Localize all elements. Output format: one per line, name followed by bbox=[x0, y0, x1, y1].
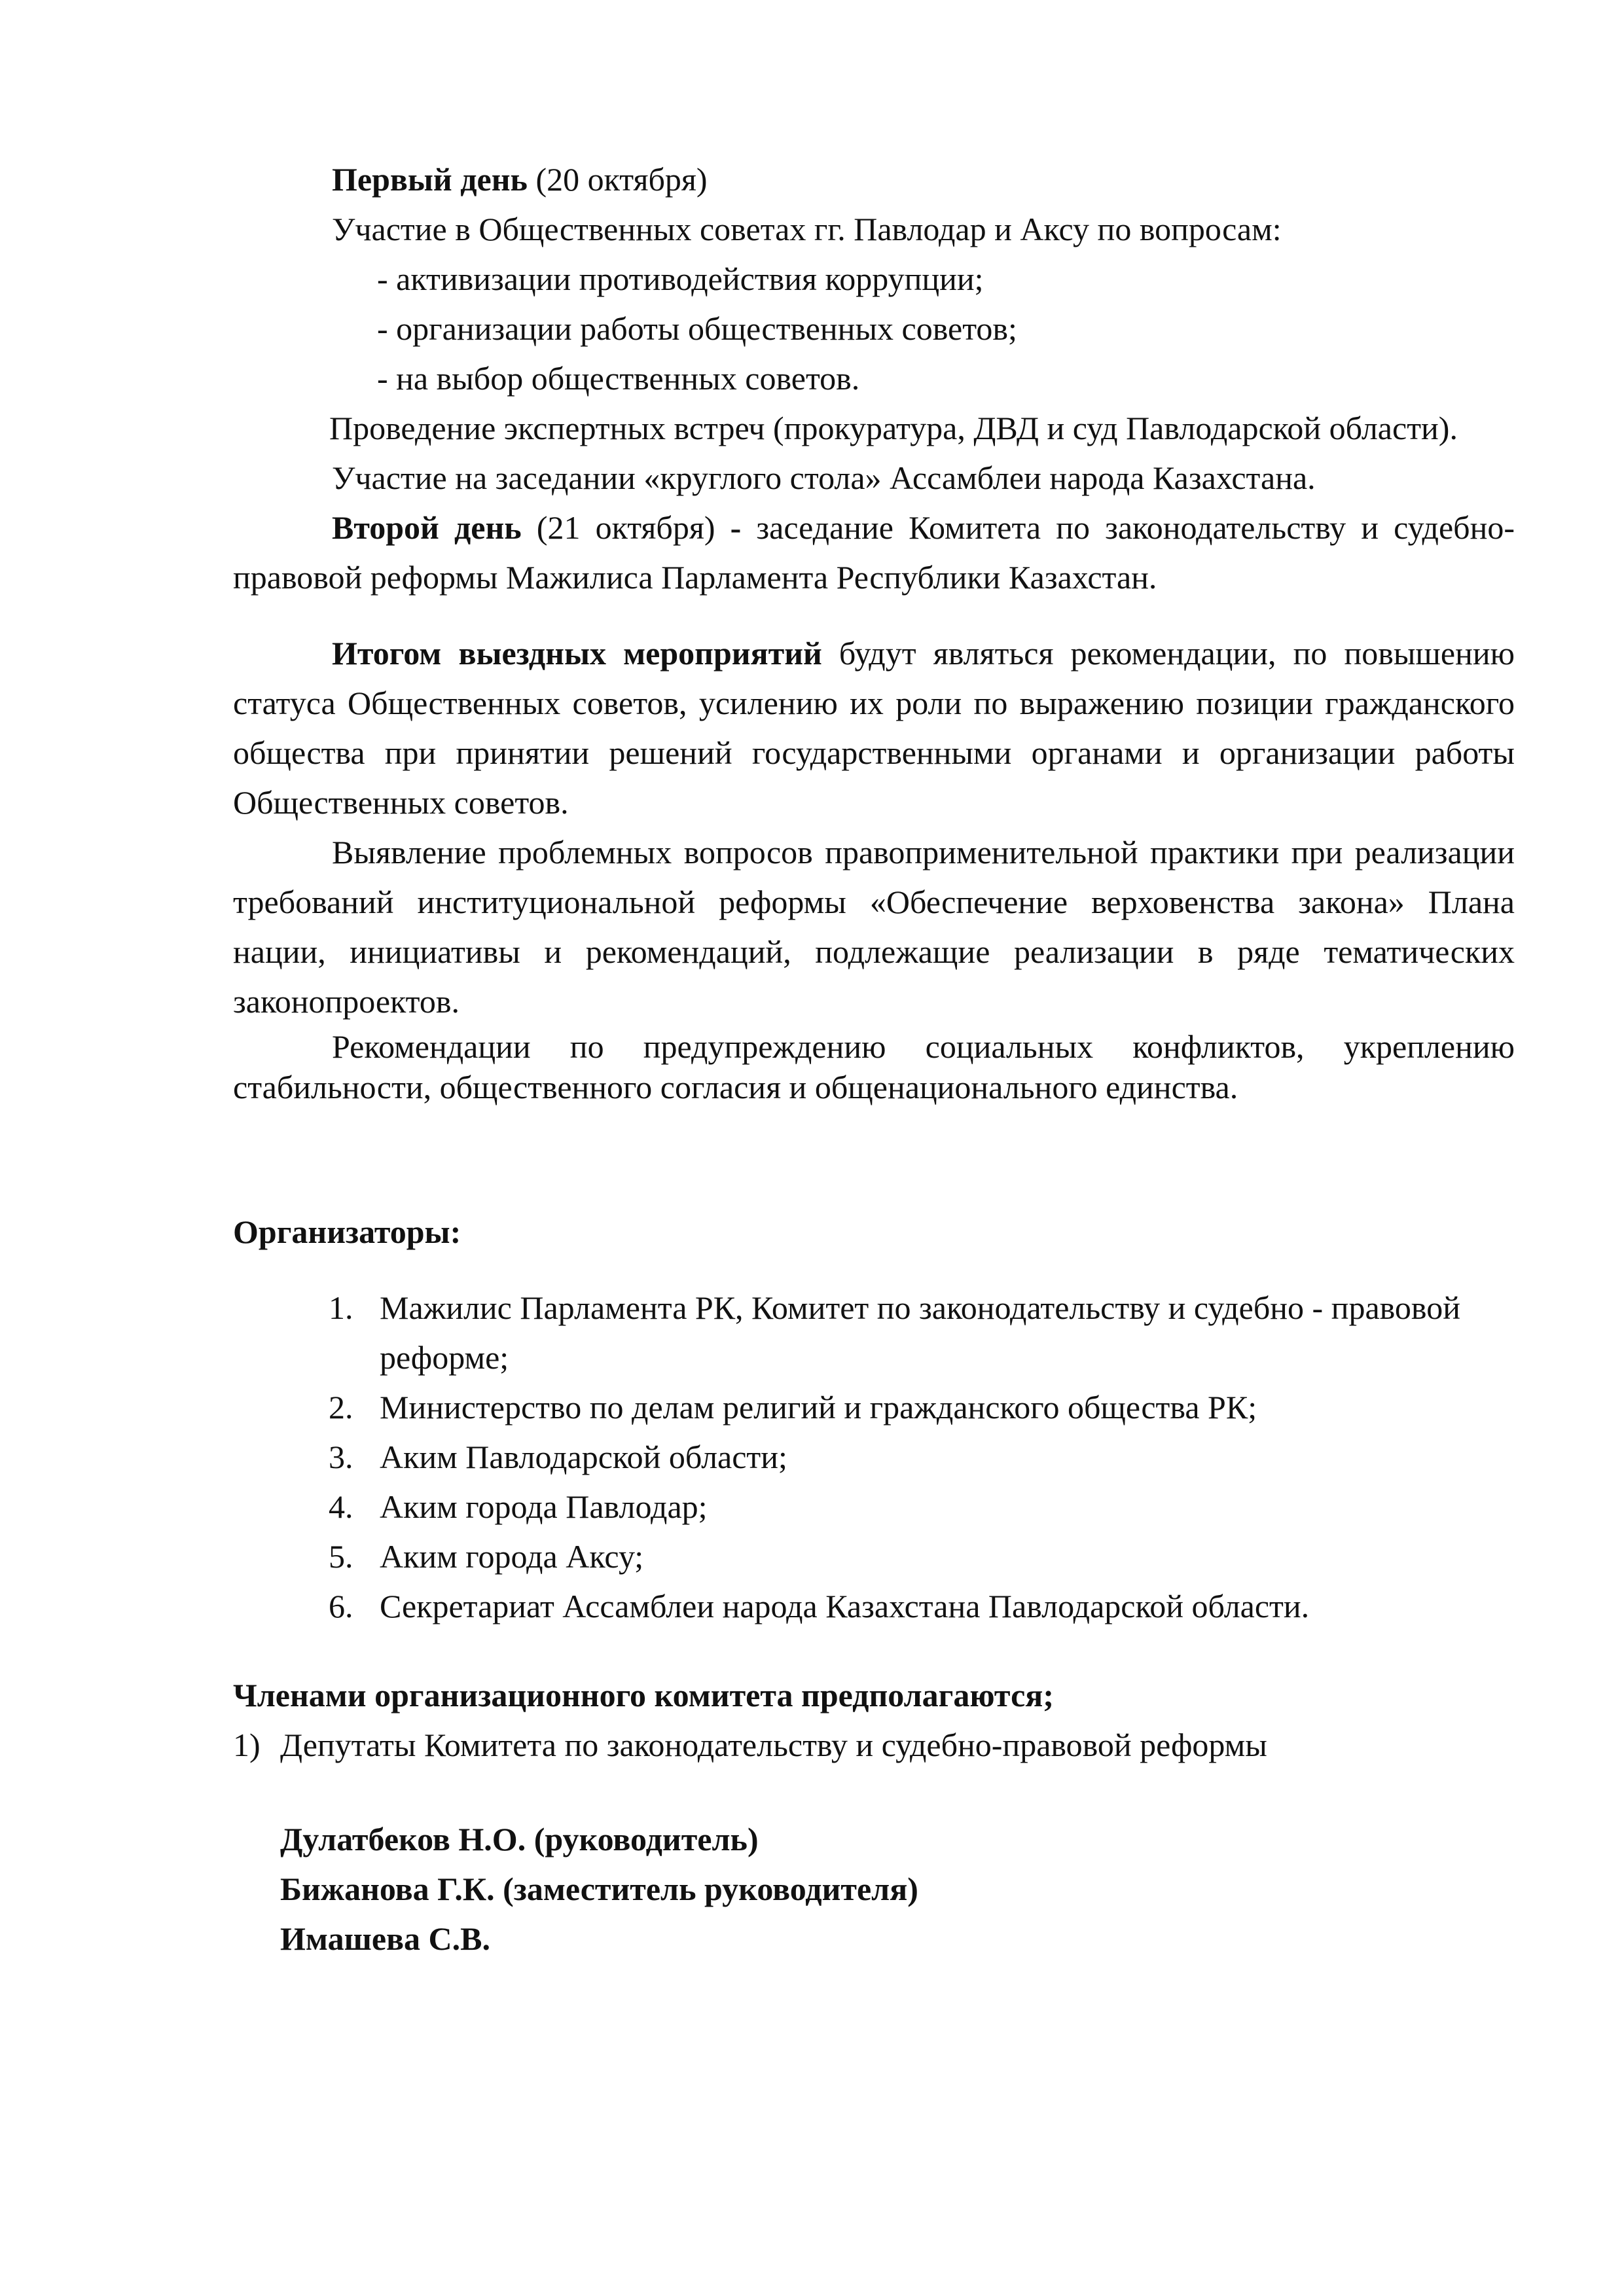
results-paragraph-2: Выявление проблемных вопросов правоприменительной практики при реализации требований институциональной реформы «Обеспечение верховенства закона» Плана нации, инициативы и рекомендаций, подлежащие реализации в ряде тематических законопроектов. bbox=[233, 834, 1515, 1020]
round-table: Участие на заседании «круглого стола» Ассамблеи народа Казахстана. bbox=[332, 459, 1316, 496]
member-1: Дулатбеков Н.О. (руководитель) bbox=[280, 1821, 759, 1857]
list-item-number: 2. bbox=[329, 1389, 353, 1426]
list-item bbox=[233, 1283, 1515, 1382]
list-item bbox=[233, 1482, 1515, 1532]
spacer bbox=[233, 602, 1515, 628]
spacer bbox=[233, 1107, 1515, 1207]
list-item-text: Аким города Павлодар; bbox=[380, 1488, 708, 1525]
day1-date: (20 октября) bbox=[527, 161, 708, 198]
day2-date: (21 октября) bbox=[521, 509, 731, 546]
day2-paragraph bbox=[233, 503, 1515, 602]
list-item-number: 4. bbox=[329, 1488, 353, 1525]
member-3: Имашева С.В. bbox=[280, 1920, 490, 1957]
day1-line bbox=[233, 154, 1515, 204]
organizers-list bbox=[233, 1283, 1515, 1631]
list-item bbox=[233, 1532, 1515, 1581]
list-item-number: 1. bbox=[329, 1289, 353, 1326]
list-item-text: Министерство по делам религий и гражданского общества РК; bbox=[380, 1389, 1257, 1426]
day1-intro: Участие в Общественных советах гг. Павлодар и Аксу по вопросам: bbox=[332, 211, 1282, 247]
day2-dash: - bbox=[730, 509, 742, 546]
organizers-heading: Организаторы: bbox=[233, 1213, 461, 1250]
day1-item-3: - на выбор общественных советов. bbox=[377, 360, 860, 397]
document-body bbox=[233, 154, 1515, 1964]
list-item-text: Мажилис Парламента РК, Комитет по законодательству и судебно - правовой реформе; bbox=[380, 1289, 1460, 1376]
committee-item-number: 1) bbox=[233, 1727, 261, 1763]
list-item-text: Секретариат Ассамблеи народа Казахстана Павлодарской области. bbox=[380, 1588, 1310, 1624]
committee-item bbox=[233, 1720, 1515, 1770]
list-item bbox=[233, 1432, 1515, 1482]
committee-heading: Членами организационного комитета предполагаются; bbox=[233, 1677, 1054, 1713]
list-item-text: Аким города Аксу; bbox=[380, 1538, 644, 1575]
list-item bbox=[233, 1581, 1515, 1631]
committee-item-text: Депутаты Комитета по законодательству и судебно-правовой реформы bbox=[280, 1727, 1267, 1763]
results-lead: Итогом выездных мероприятий bbox=[332, 635, 822, 672]
spacer bbox=[233, 1631, 1515, 1670]
list-item-number: 5. bbox=[329, 1538, 353, 1575]
spacer bbox=[233, 1770, 1515, 1814]
day2-label: Второй день bbox=[332, 509, 522, 546]
expert-meetings: Проведение экспертных встреч (прокуратура, ДВД и суд Павлодарской области). bbox=[329, 410, 1458, 446]
day1-label: Первый день bbox=[332, 161, 528, 198]
results-paragraph-1 bbox=[233, 628, 1515, 827]
spacer bbox=[233, 1257, 1515, 1283]
list-item bbox=[233, 1382, 1515, 1432]
list-item-text: Аким Павлодарской области; bbox=[380, 1439, 787, 1475]
results-p1-text: будут являться рекомендации, по повышению статуса Общественных советов, усилению их роли по выражению позиции гражданского общества при принятии решений государственными органами и организации работы Общественных советов. bbox=[233, 635, 1515, 821]
day1-item-1: - активизации противодействия коррупции; bbox=[377, 260, 984, 297]
results-paragraph-3: Рекомендации по предупреждению социальных конфликтов, укреплению стабильности, общественного согласия и общенационального единства. bbox=[233, 1028, 1515, 1105]
list-item-number: 6. bbox=[329, 1588, 353, 1624]
day2-text: заседание Комитета по законодательству и судебно-правовой реформы Мажилиса Парламента Республики Казахстан. bbox=[233, 509, 1515, 596]
day1-item-2: - организации работы общественных советов; bbox=[377, 310, 1017, 347]
member-2: Бижанова Г.К. (заместитель руководителя) bbox=[280, 1871, 918, 1907]
list-item-number: 3. bbox=[329, 1439, 353, 1475]
